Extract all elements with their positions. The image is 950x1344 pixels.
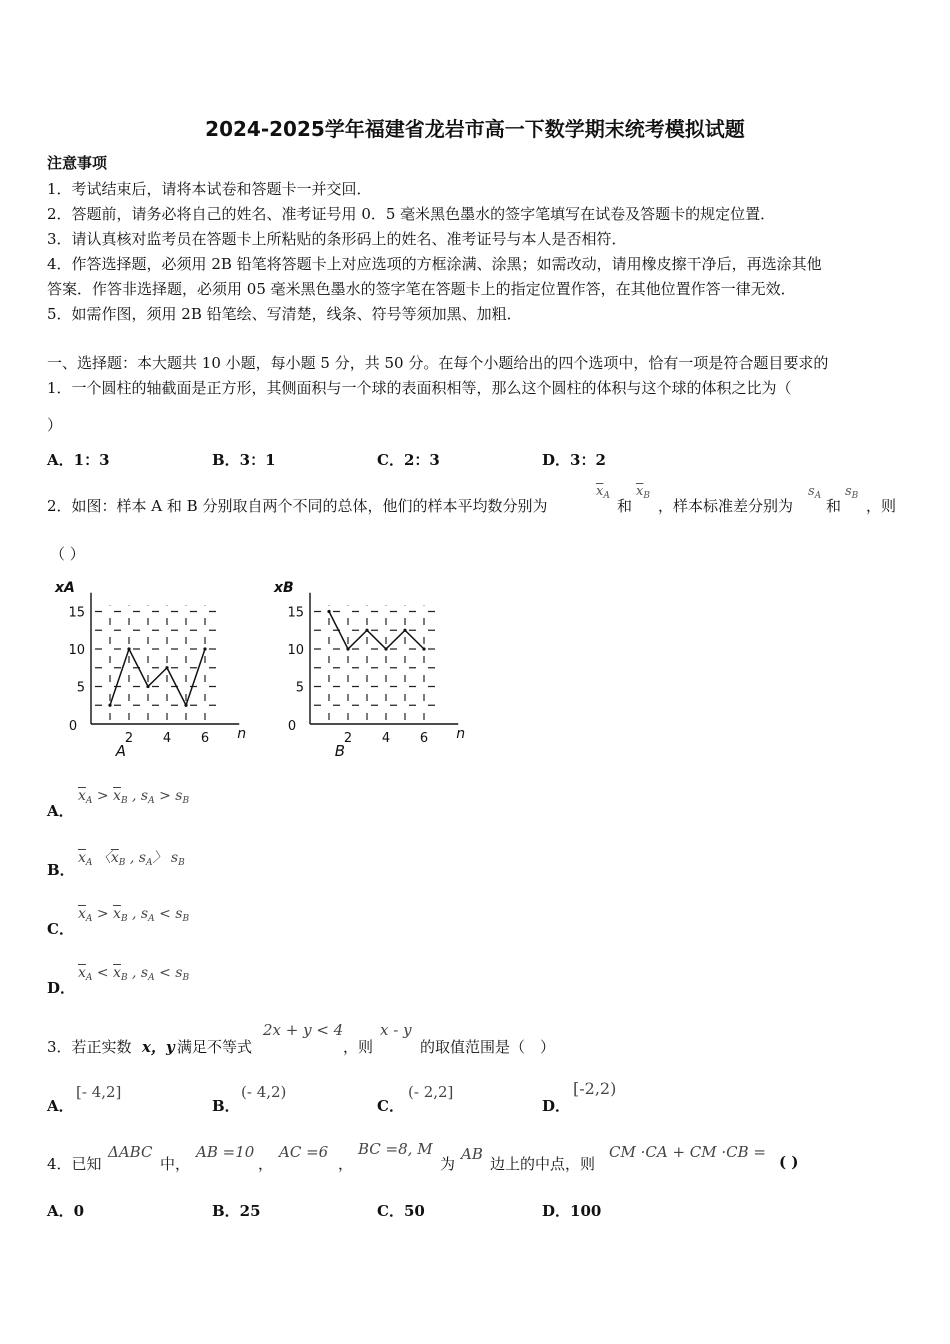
chart-b-ytick-label: 15 <box>287 605 304 621</box>
q4-option-d[interactable]: D．100 <box>542 1202 602 1220</box>
q4-option-a[interactable]: A．0 <box>47 1202 85 1220</box>
q3-option-a-math[interactable]: [- 4,2] <box>76 1083 122 1101</box>
chart-a-data-point <box>108 704 111 707</box>
chart-b-x-axis-label: n <box>456 726 466 742</box>
q2-figure <box>40 572 466 772</box>
chart-b-ytick-label: 10 <box>287 643 304 658</box>
notice-item-2: 2．答题前，请务必将自己的姓名、准考证号用 0．5 毫米黑色墨水的签字笔填写在试卷及答题卡的规定位置． <box>47 205 776 223</box>
page-title: 2024-2025学年福建省龙岩市高一下数学期末统考模拟试题 <box>205 117 745 141</box>
notice-item-5: 5．如需作图，须用 2B 铅笔绘、写清楚，线条、符号等须加黑、加粗． <box>47 305 522 323</box>
chart-a-series-line <box>110 649 205 705</box>
q3-stem-a: 3．若正实数 <box>47 1038 132 1056</box>
notice-item-1: 1．考试结束后，请将本试卷和答题卡一并交回． <box>47 180 372 198</box>
notice-item-4: 4．作答选择题，必须用 2B 铅笔将答题卡上对应选项的方框涂满、涂黑；如需改动，请用橡皮擦干净后，再选涂其他 <box>47 255 822 273</box>
chart-a-xtick-label: 2 <box>124 731 134 746</box>
chart-b-origin-label: 0 <box>287 719 297 734</box>
q3-inequality: 2x + y < 4 <box>263 1021 344 1039</box>
q3-option-c-math[interactable]: (- 2,2] <box>408 1083 454 1101</box>
chart-a-title: A <box>115 742 126 760</box>
q4-expression: CM ·CA + CM ·CB = <box>609 1143 766 1161</box>
chart-a-data-point <box>146 685 149 688</box>
q4-paren: ( ) <box>779 1153 799 1171</box>
q3-option-d-label[interactable]: D． <box>542 1097 571 1115</box>
chart-a-origin-label: 0 <box>68 719 78 734</box>
chart-b-data-point <box>422 647 425 650</box>
chart-b-title: B <box>334 742 345 760</box>
q2-mean-a: $\overline{x}_A$ <box>596 484 610 501</box>
q3-option-d-math[interactable]: [-2,2) <box>573 1079 617 1098</box>
chart-a-data-point <box>203 647 206 650</box>
notice-item-4-cont: 答案．作答非选择题，必须用 05 毫米黑色墨水的签字笔在答题卡上的指定位置作答，在其他位置作答一律无效． <box>47 280 796 298</box>
chart-b-xtick-label: 6 <box>419 731 429 746</box>
chart-a-y-axis-label: xA <box>55 580 75 596</box>
chart-b-xtick-label: 4 <box>381 731 391 746</box>
notice-heading: 注意事项 <box>47 154 108 172</box>
q3-option-c-label[interactable]: C． <box>377 1097 404 1115</box>
q2-option-c-math[interactable]: $\overline{x}_A > \overline{x}_B$ , $s_A < s_B$ <box>78 906 190 924</box>
q2-mean-b: $\overline{x}_B$ <box>636 484 650 501</box>
q4-comma-2: ， <box>338 1155 354 1173</box>
q3-stem-d: 的取值范围是（ ） <box>420 1038 556 1056</box>
chart-b <box>273 580 465 760</box>
chart-b-data-point <box>365 629 368 632</box>
chart-a-x-axis-label: n <box>237 726 247 742</box>
q4-ac: AC =6 <box>279 1143 329 1161</box>
q3-option-a-label[interactable]: A． <box>47 1097 74 1115</box>
q1-option-c[interactable]: C．2：3 <box>377 451 440 469</box>
chart-a-xtick-label: 4 <box>162 731 172 746</box>
q4-ab-2: AB <box>461 1145 483 1163</box>
chart-b-data-point <box>403 629 406 632</box>
q3-stem-b: 满足不等式 <box>177 1038 253 1056</box>
q3-vars: x，y <box>142 1038 175 1056</box>
q3-option-b-math[interactable]: (- 4,2) <box>241 1083 287 1101</box>
chart-a-xtick-label: 6 <box>200 731 210 746</box>
q4-triangle: ΔABC <box>108 1143 153 1161</box>
q1-option-b[interactable]: B．3：1 <box>212 451 276 469</box>
q4-zhong: 中， <box>160 1155 191 1173</box>
chart-b-xtick-label: 2 <box>343 731 353 746</box>
chart-a-data-point <box>184 704 187 707</box>
q4-stem-b: 边上的中点，则 <box>490 1155 596 1173</box>
q2-option-d-math[interactable]: $\overline{x}_A < \overline{x}_B$ , $s_A < s_B$ <box>78 965 190 983</box>
q3-expression: x - y <box>380 1021 412 1039</box>
q1-stem: 1．一个圆柱的轴截面是正方形，其侧面积与一个球的表面积相等，那么这个圆柱的体积与这个球的体积之比为（ <box>47 379 792 397</box>
q2-option-a-label[interactable]: A． <box>47 802 74 820</box>
q3-option-b-label[interactable]: B． <box>212 1097 240 1115</box>
chart-b-y-axis-label: xB <box>274 580 294 596</box>
q2-option-b-label[interactable]: B． <box>47 861 75 879</box>
q2-option-d-label[interactable]: D． <box>47 979 76 997</box>
q2-paren: （ ） <box>50 545 85 563</box>
q1-option-a[interactable]: A．1：3 <box>47 451 110 469</box>
q2-std-b: $s_B$ <box>845 484 859 501</box>
chart-a-ytick-label: 15 <box>68 605 85 621</box>
chart-b-data-point <box>384 647 387 650</box>
chart-b-ytick-label: 5 <box>295 680 304 696</box>
q1-option-d[interactable]: D．3：2 <box>542 451 606 469</box>
chart-b-data-point <box>346 647 349 650</box>
q2-option-c-label[interactable]: C． <box>47 920 74 938</box>
q4-bc: BC =8, M <box>358 1140 433 1158</box>
q1-stem-end: ） <box>47 416 63 434</box>
notice-item-3: 3．请认真核对监考员在答题卡上所粘贴的条形码上的姓名、准考证号与本人是否相符． <box>47 230 627 248</box>
q4-option-c[interactable]: C．50 <box>377 1202 425 1220</box>
q2-stem-a: 2．如图：样本 A 和 B 分别取自两个不同的总体，他们的样本平均数分别为 <box>47 497 548 515</box>
q2-option-b-math[interactable]: $\overline{x}_A$ 〈$\overline{x}_B$ , $s_A$〉 $s_B$ <box>78 850 185 868</box>
section-heading: 一、选择题：本大题共 10 小题，每小题 5 分，共 50 分。在每个小题给出的四个选项中，恰有一项是符合题目要求的 <box>47 354 829 372</box>
chart-a-data-point <box>165 666 168 669</box>
q2-and-2: 和 <box>826 497 842 515</box>
q2-stem-b: ，样本标准差分别为 <box>658 497 794 515</box>
q4-option-b[interactable]: B．25 <box>212 1202 261 1220</box>
q2-stem-c: ，则 <box>866 497 897 515</box>
q3-stem-c: ，则 <box>343 1038 374 1056</box>
chart-a-ytick-label: 10 <box>68 643 85 658</box>
q4-wei: 为 <box>440 1155 456 1173</box>
chart-b-data-point <box>327 610 330 613</box>
q4-stem-a: 4．已知 <box>47 1155 102 1173</box>
q4-ab: AB =10 <box>196 1143 255 1161</box>
chart-a <box>54 580 246 760</box>
q2-std-a: $s_A$ <box>808 484 822 501</box>
q2-option-a-math[interactable]: $\overline{x}_A > \overline{x}_B$ , $s_A > s_B$ <box>78 788 190 806</box>
q2-and-1: 和 <box>617 497 633 515</box>
q4-comma-1: ， <box>258 1155 274 1173</box>
chart-a-ytick-label: 5 <box>76 680 85 696</box>
chart-a-data-point <box>127 647 130 650</box>
